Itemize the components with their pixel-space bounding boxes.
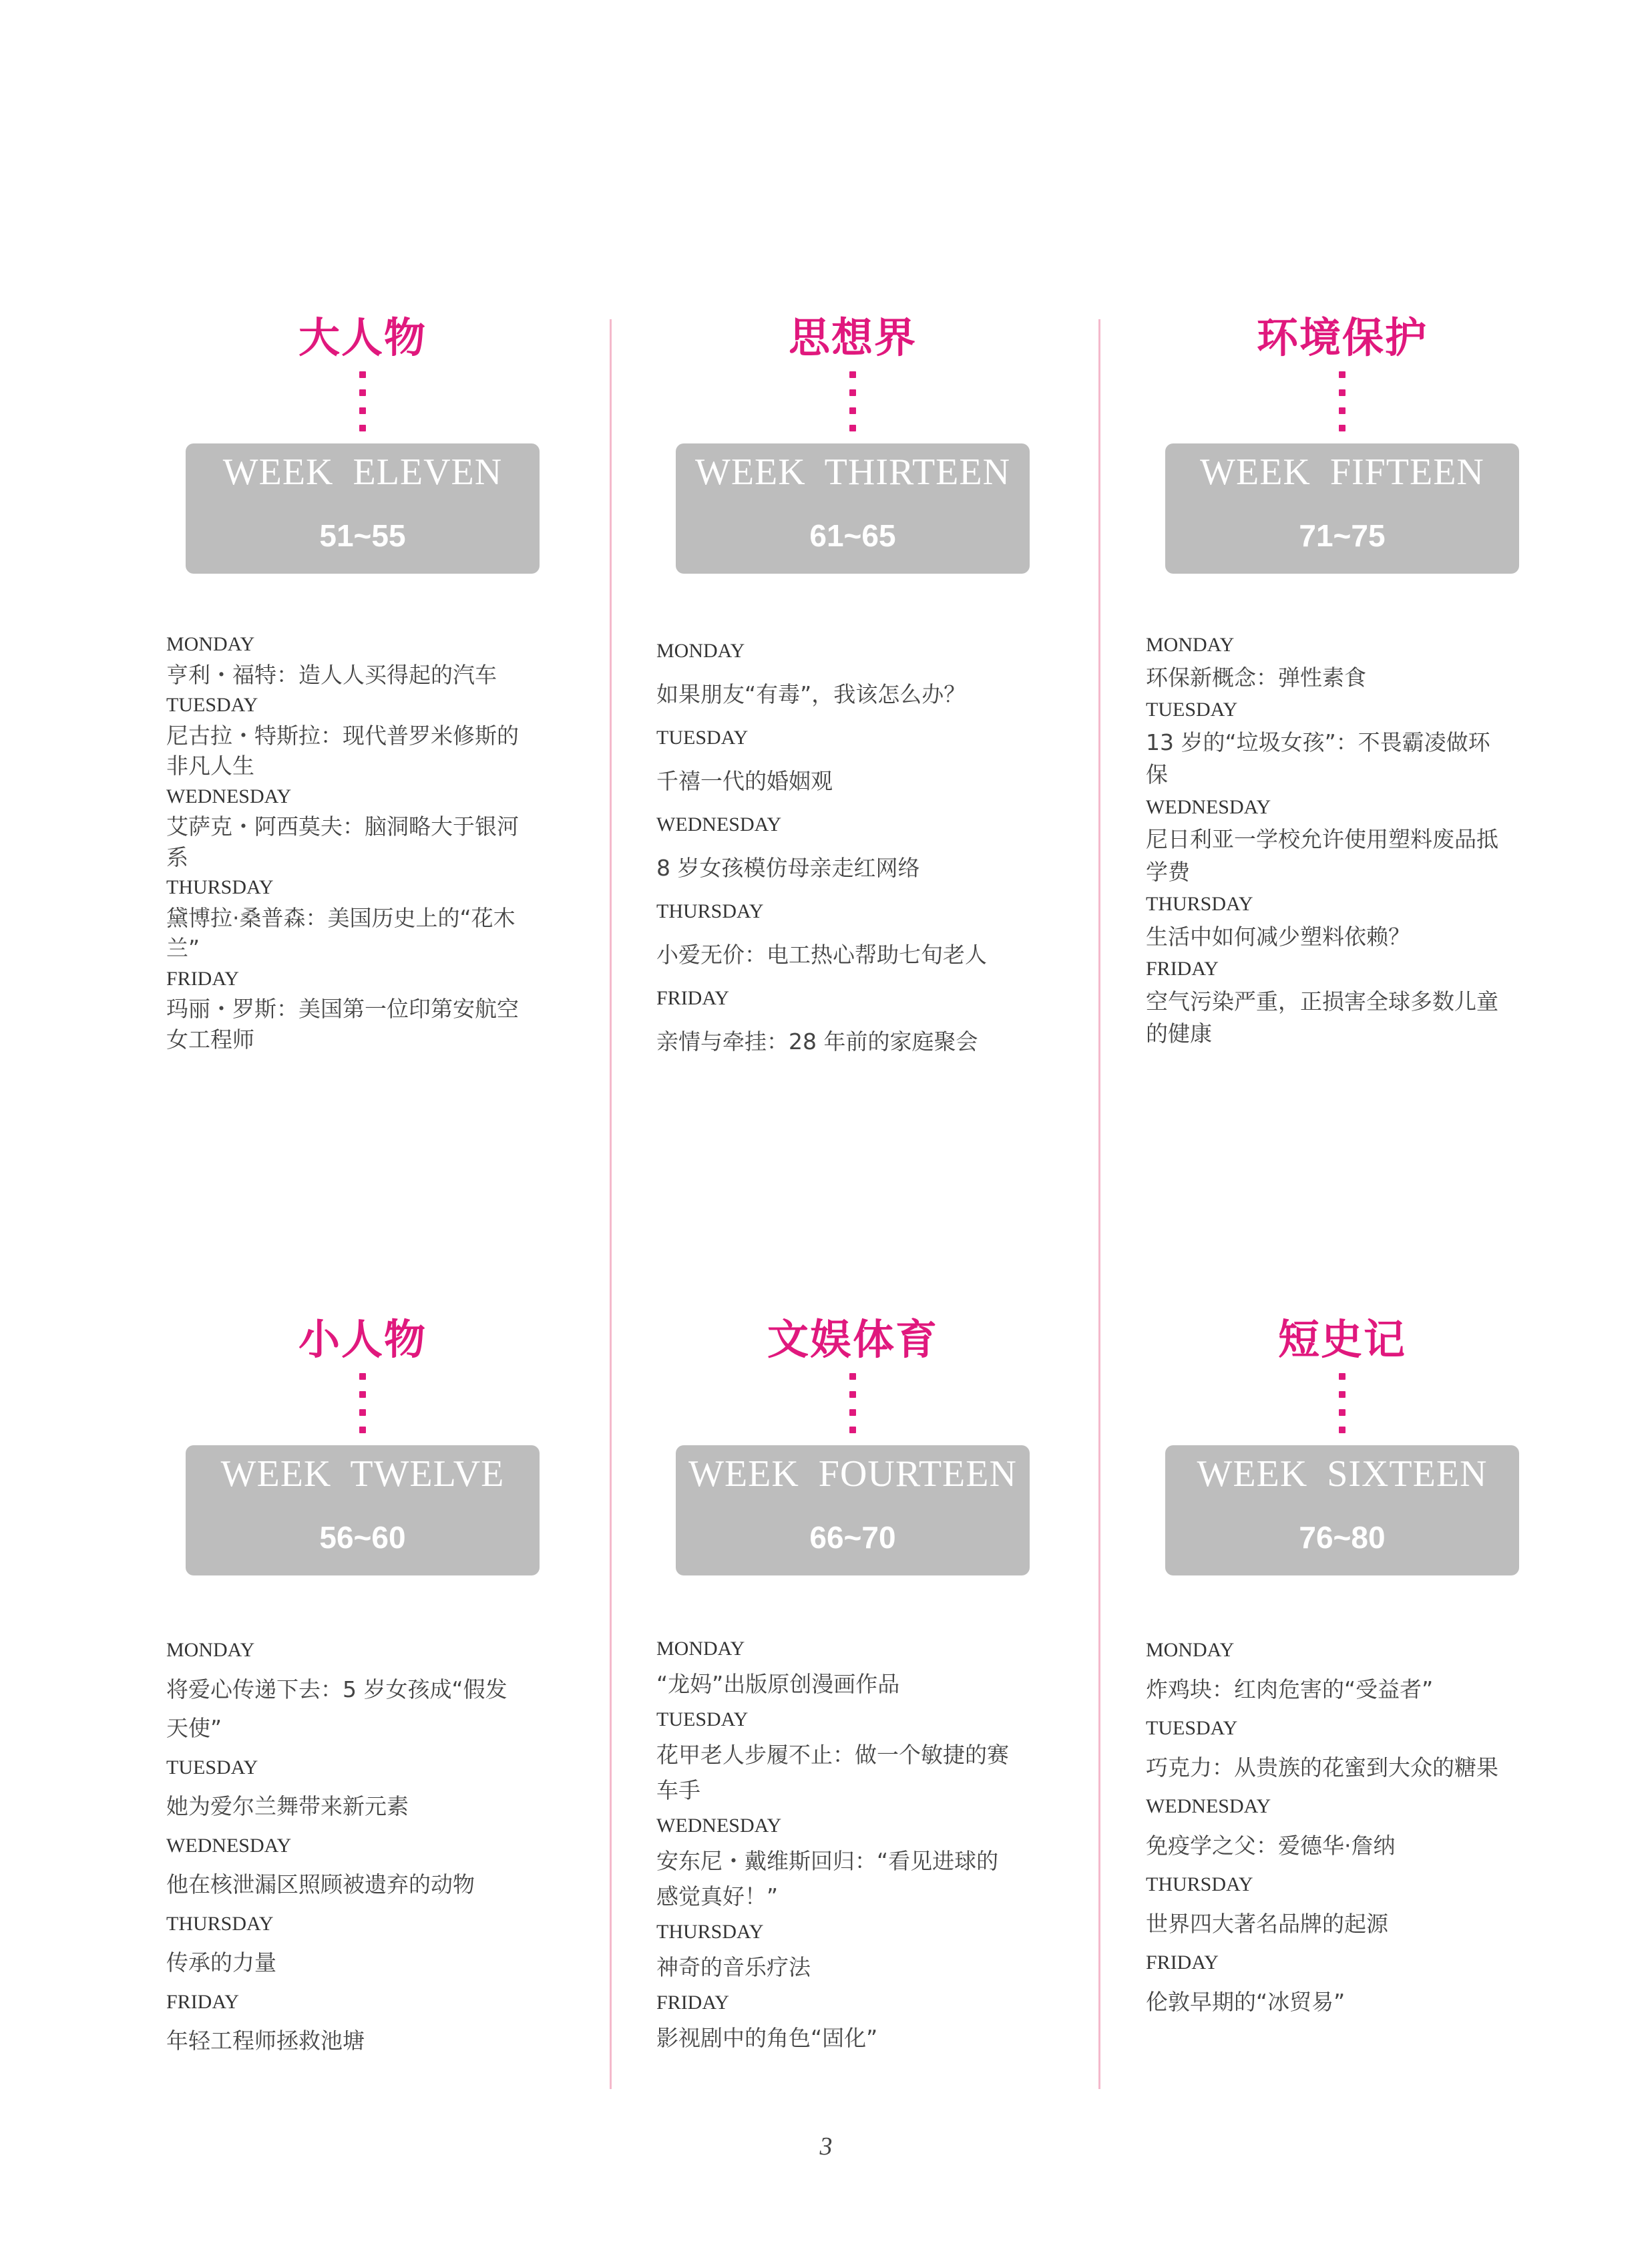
day-label: MONDAY [656,640,745,662]
entry-list [162,1631,527,2061]
page-range: 66~70 [809,1520,896,1555]
dotted-connector [359,371,366,431]
article-title: 免疫学之父：爱德华·詹纳 [1146,1832,1396,1859]
day-label: WEDNESDAY [166,1834,292,1857]
column-divider-right [1098,319,1100,2089]
article-title: 环保新概念：弹性素食 [1146,664,1366,691]
day-label: THURSDAY [166,876,274,898]
day-label: THURSDAY [1146,1873,1253,1895]
section-da-ren-wu [162,314,563,1055]
dotted-connector [849,371,856,431]
article-title: 巧克力：从贵族的花蜜到大众的糖果 [1146,1754,1498,1781]
week-label: WEEK FIFTEEN [1200,451,1484,493]
dotted-connector [849,1373,856,1433]
week-label: WEEK THIRTEEN [694,451,1011,493]
section-si-xiang-jie [652,314,1053,1063]
article-title: 伦敦早期的“冰贸易” [1146,1988,1346,2015]
entry-list [1142,629,1506,1051]
day-label: TUESDAY [166,1756,258,1779]
day-label: TUESDAY [1146,699,1238,721]
article-title: 将爱心传递下去：5 岁女孩成“假发天使” [166,1676,507,1741]
day-label: THURSDAY [166,1912,274,1935]
section-title: 环境保护 [1256,313,1428,362]
article-title: 传承的力量 [166,1949,276,1976]
dotted-connector [1339,1373,1346,1433]
week-label: WEEK SIXTEEN [1197,1453,1488,1495]
section-title: 小人物 [298,1315,427,1364]
article-title: 玛丽・罗斯：美国第一位印第安航空女工程师 [166,996,519,1053]
page-range: 61~65 [809,518,896,553]
day-label: MONDAY [656,1638,745,1660]
day-label: MONDAY [1146,634,1235,656]
day-label: WEDNESDAY [656,813,782,835]
article-title: 神奇的音乐疗法 [656,1954,811,1980]
article-title: 炸鸡块：红肉危害的“受益者” [1146,1676,1434,1702]
day-label: THURSDAY [1146,893,1253,915]
day-label: THURSDAY [656,900,764,922]
day-label: WEDNESDAY [656,1815,782,1837]
article-title: 世界四大著名品牌的起源 [1146,1910,1388,1937]
page-range: 51~55 [319,518,406,553]
article-title: 影视剧中的角色“固化” [656,2025,878,2051]
article-title: 年轻工程师拯救池塘 [166,2028,365,2054]
day-label: MONDAY [166,1639,255,1661]
article-title: 空气污染严重，正损害全球多数儿童的健康 [1146,988,1498,1047]
day-label: FRIDAY [1146,1951,1219,1974]
section-huan-jing-bao-hu [1142,314,1542,1051]
section-xiao-ren-wu [162,1316,563,2061]
article-title: 艾萨克・阿西莫夫：脑洞略大于银河系 [166,813,519,870]
day-label: MONDAY [1146,1639,1235,1661]
section-title: 短史记 [1277,1315,1406,1364]
page-range: 71~75 [1299,518,1386,553]
article-title: 她为爱尔兰舞带来新元素 [166,1793,409,1819]
week-label: WEEK ELEVEN [222,451,503,493]
day-label: TUESDAY [166,694,258,716]
article-title: 尼古拉・特斯拉：现代普罗米修斯的非凡人生 [166,722,519,779]
section-title: 文娱体育 [767,1315,938,1364]
day-label: THURSDAY [656,1921,764,1943]
day-label: FRIDAY [656,1992,729,2014]
section-wen-yu-ti-yu [652,1316,1053,2056]
article-title: “龙妈”出版原创漫画作品 [656,1671,900,1697]
dotted-connector [359,1373,366,1433]
day-label: MONDAY [166,633,255,655]
entry-list [162,629,527,1055]
week-box [676,443,1030,574]
week-box [676,1445,1030,1575]
article-title: 亲情与牵挂：28 年前的家庭聚会 [656,1028,978,1055]
article-title: 亨利・福特：造人人买得起的汽车 [166,661,497,688]
day-label: WEDNESDAY [1146,1795,1271,1817]
article-title: 尼日利亚一学校允许使用塑料废品抵学费 [1146,826,1498,885]
day-label: TUESDAY [656,727,749,749]
week-box [1165,1445,1519,1575]
week-box [1165,443,1519,574]
week-box [186,1445,540,1575]
day-label: FRIDAY [166,967,239,990]
dotted-connector [1339,371,1346,431]
page-range: 76~80 [1299,1520,1386,1555]
day-label: FRIDAY [166,1990,239,2013]
day-label: WEDNESDAY [166,785,292,807]
column-divider-left [610,319,612,2089]
week-box [186,443,540,574]
day-label: TUESDAY [1146,1717,1238,1739]
article-title: 小爱无价：电工热心帮助七旬老人 [656,942,987,968]
day-label: TUESDAY [656,1708,749,1730]
article-title: 8 岁女孩模仿母亲走红网络 [656,855,920,881]
section-title: 大人物 [298,313,427,362]
day-label: FRIDAY [1146,958,1219,980]
section-duan-shi-ji [1142,1316,1542,2022]
section-title: 思想界 [788,313,917,362]
article-title: 他在核泄漏区照顾被遗弃的动物 [166,1871,475,1897]
entry-list [652,1631,1017,2056]
article-title: 花甲老人步履不止：做一个敏捷的赛车手 [656,1742,1009,1803]
day-label: FRIDAY [656,987,729,1009]
article-title: 黛博拉·桑普森：美国历史上的“花木兰” [166,904,515,961]
day-label: WEDNESDAY [1146,795,1271,818]
article-title: 安东尼・戴维斯回归：“看见进球的感觉真好！” [656,1848,999,1909]
page-range: 56~60 [319,1520,406,1555]
entry-list [652,629,1017,1063]
article-title: 千禧一代的婚姻观 [656,768,833,794]
article-title: 生活中如何减少塑料依赖？ [1146,923,1410,950]
week-label: WEEK TWELVE [220,1453,505,1495]
article-title: 如果朋友“有毒”，我该怎么办？ [656,681,966,707]
page-number: 3 [819,2132,833,2161]
week-label: WEEK FOURTEEN [688,1453,1017,1495]
entry-list [1142,1631,1506,2022]
article-title: 13 岁的“垃圾女孩”：不畏霸凌做环保 [1146,729,1490,787]
